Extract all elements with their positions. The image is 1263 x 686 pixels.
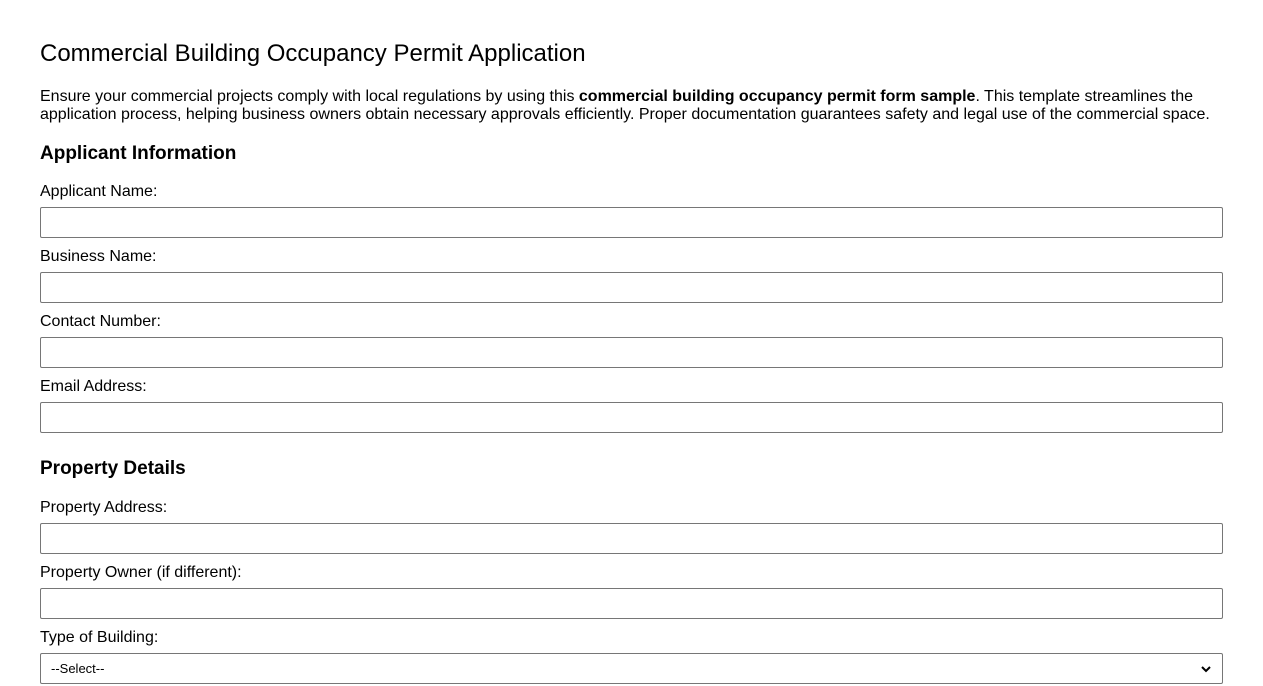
chevron-down-icon [1200, 663, 1212, 675]
intro-text [40, 88, 1230, 124]
intro-bold-text: commercial building occupancy permit form sample [578, 88, 976, 105]
building-type-select[interactable] [40, 653, 1223, 684]
contact-number-label: Contact Number: [40, 313, 161, 330]
section-heading-property: Property Details [40, 458, 186, 479]
email-address-input[interactable] [40, 402, 1223, 433]
business-name-input[interactable] [40, 272, 1223, 303]
property-address-label: Property Address: [40, 499, 168, 516]
section-heading-applicant: Applicant Information [40, 143, 237, 164]
business-name-label: Business Name: [40, 248, 157, 265]
intro-text-part: . This template streamlines the application process, helping business owners obtain necessary approvals efficiently. Proper documentation guarantees safety and legal use of the commercial space. [40, 88, 1210, 123]
page-title: Commercial Building Occupancy Permit Application [40, 40, 586, 67]
contact-number-input[interactable] [40, 337, 1223, 368]
building-type-selected-value: --Select-- [51, 661, 105, 676]
applicant-name-input[interactable] [40, 207, 1223, 238]
intro-text-part: Ensure your commercial projects comply with local regulations by using this [40, 88, 579, 105]
property-address-input[interactable] [40, 523, 1223, 554]
property-owner-label: Property Owner (if different): [40, 564, 242, 581]
property-owner-input[interactable] [40, 588, 1223, 619]
email-address-label: Email Address: [40, 378, 147, 395]
building-type-label: Type of Building: [40, 629, 159, 646]
applicant-name-label: Applicant Name: [40, 183, 158, 200]
